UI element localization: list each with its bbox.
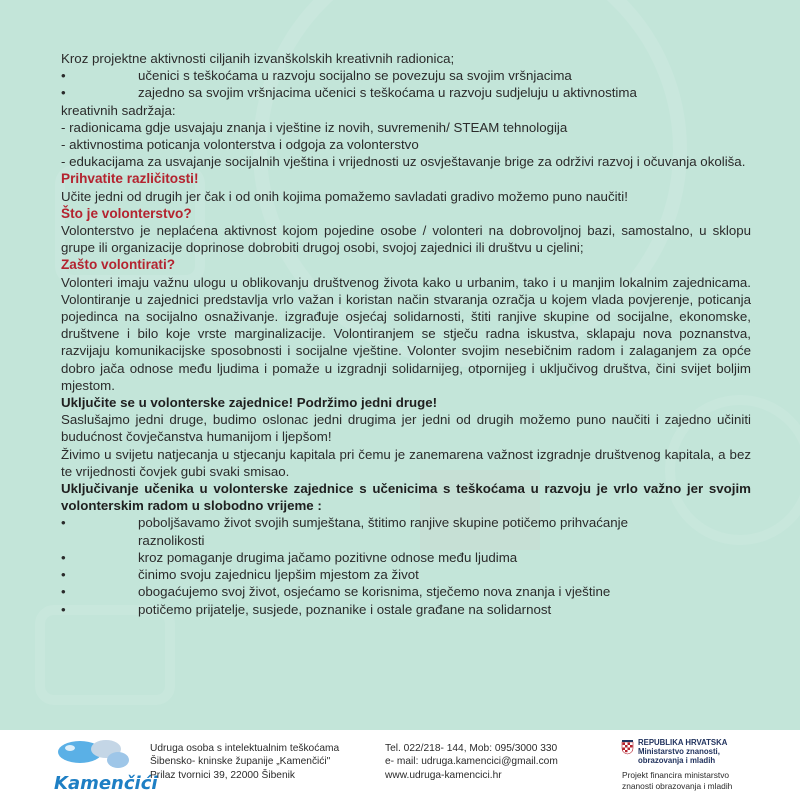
section-text: Učite jedni od drugih jer čak i od onih kojima pomažemo savladati gradivo možemo puno naučiti!: [61, 188, 628, 204]
footer: [0, 730, 800, 800]
list-item: [61, 67, 751, 84]
bullet: •: [61, 68, 66, 84]
section-text: Volonterstvo je neplaćena aktivnost kojom pojedine osobe / volonteri na dobrovoljnoj bazi, samostalno, u sklopu grupe ili organizacije doprinose dobrobiti drugoj osobi, svojoj zajednici ili društvu u cjelini;: [61, 223, 751, 256]
bullet-continuation: raznolikosti: [138, 532, 205, 548]
list-item: [61, 514, 751, 548]
bullet: •: [61, 549, 66, 565]
paragraph: Saslušajmo jedni druge, budimo oslonac jedni drugima jer jedni od drugih možemo puno naučiti i zajedno učiniti budućnost čovječanstva humanijom i ljepšom!: [61, 412, 751, 445]
bullet: •: [61, 584, 66, 600]
section-heading: Zašto volontirati?: [61, 257, 176, 273]
list-item: [61, 84, 751, 101]
ministry-name: REPUBLIKA HRVATSKA Ministarstvo znanosti, obrazovanja i mladih: [638, 738, 728, 766]
list-item: [61, 601, 751, 618]
kamencici-logo: [50, 734, 158, 796]
bullet-text: učenici s teškoćama u razvoju socijalno se povezuju sa svojim vršnjacima: [138, 68, 572, 84]
email: e- mail: udruga.kamencici@gmail.com: [385, 756, 558, 768]
phone: Tel. 022/218- 144, Mob: 095/3000 330: [385, 743, 558, 754]
website: www.udruga-kamencici.hr: [385, 769, 502, 781]
ministry-funding-note: Projekt financira ministarstvo znanosti obrazovanja i mladih: [622, 770, 733, 791]
bullet-text: poboljšavamo život svojih sumještana, štitimo ranjive skupine potičemo prihvaćanje: [138, 515, 629, 531]
bullet-text: kroz pomaganje drugima jačamo pozitivne odnose među ljudima: [138, 549, 518, 565]
bullet: •: [61, 567, 66, 583]
association-name: Udruga osoba s intelektualnim teškoćama: [150, 743, 340, 754]
section-heading: Prihvatite različitosti!: [61, 171, 199, 187]
leaflet-text: [61, 50, 751, 618]
section-text: Volonteri imaju važnu ulogu u oblikovanju društvenog života kako u urbanim, tako i u manjim lokalnim zajednicama. Volontiranje u zajednici predstavlja vrlo važan i koristan način stvaranja ozračja u kojem vlada povjerenje, poticanja pojedinca na socijalno osnaživanje. izgrađuje osjećaj solidarnosti, štiti ranjive skupine od socijalne, ekonomske, društvene i bilo koje vrste marginalizacije. Volontiranjem se stječu radna iskustva, sklapaju nova poznanstva, razvijaju komunikacijske sposobnosti i socijalne vještine. Volonter svojim nesebičnim radom i zalaganjem za opće dobro jača odnose među ljudima i pomaže u izgradnji solidarnijeg, otpornijeg i uključivog društva, čini svijet boljim mjestom.: [61, 274, 751, 393]
intro-line: Kroz projektne aktivnosti ciljanih izvanškolskih kreativnih radionica;: [61, 51, 455, 66]
bullet-text: činimo svoju zajednicu ljepšim mjestom za život: [138, 567, 419, 583]
bullet-text: potičemo prijatelje, susjede, poznanike i ostale građane na solidarnost: [138, 601, 552, 617]
bullet: •: [61, 85, 66, 101]
association-address: Prilaz tvornici 39, 22000 Šibenik: [150, 769, 295, 781]
croatian-coat-of-arms-icon: [622, 740, 633, 754]
bullet-text: zajedno sa svojim vršnjacima učenici s teškoćama u razvoju sudjeluju u aktivnostima: [138, 85, 637, 101]
association-county: Šibensko- kninske županije „Kamenčići": [150, 756, 331, 768]
list-item: [61, 566, 751, 583]
section-heading: Što je volonterstvo?: [61, 205, 192, 221]
association-info: [150, 742, 339, 782]
list-item: [61, 549, 751, 566]
paragraph: Živimo u svijetu natjecanja u stjecanju kapitala pri čemu je zanemarena važnost izgradnje društvenog kapitala, a bez te vrijednosti čovjek gubi svaki smisao.: [61, 446, 751, 479]
bullet-text: obogaćujemo svoj život, osjećamo se korisnima, stječemo nova znanja i vještine: [138, 584, 611, 600]
dash-item: - aktivnostima poticanja volonterstva i odgoja za volonterstvo: [61, 137, 419, 153]
bold-paragraph: Uključivanje učenika u volonterske zajednice s učenicima s teškoćama u razvoju je vrlo važno jer svojim volonterskim radom u slobodno vrijeme :: [61, 481, 751, 514]
contact-info: [385, 742, 558, 782]
dash-item: - radionicama gdje usvajaju znanja i vještine iz novih, suvremenih/ STEAM tehnologija: [61, 119, 568, 135]
bullet: •: [61, 515, 66, 531]
dash-item: - edukacijama za usvajanje socijalnih vještina i vrijednosti uz osvještavanje brige za održivi razvoj i očuvanja okoliša.: [61, 154, 746, 170]
bullet: •: [61, 601, 66, 617]
list-item: [61, 583, 751, 600]
logo-text: Kamenčići: [54, 773, 158, 794]
intro-continuation: kreativnih sadržaja:: [61, 102, 176, 118]
bold-heading: Uključite se u volonterske zajednice! Podržimo jedni druge!: [61, 395, 438, 411]
